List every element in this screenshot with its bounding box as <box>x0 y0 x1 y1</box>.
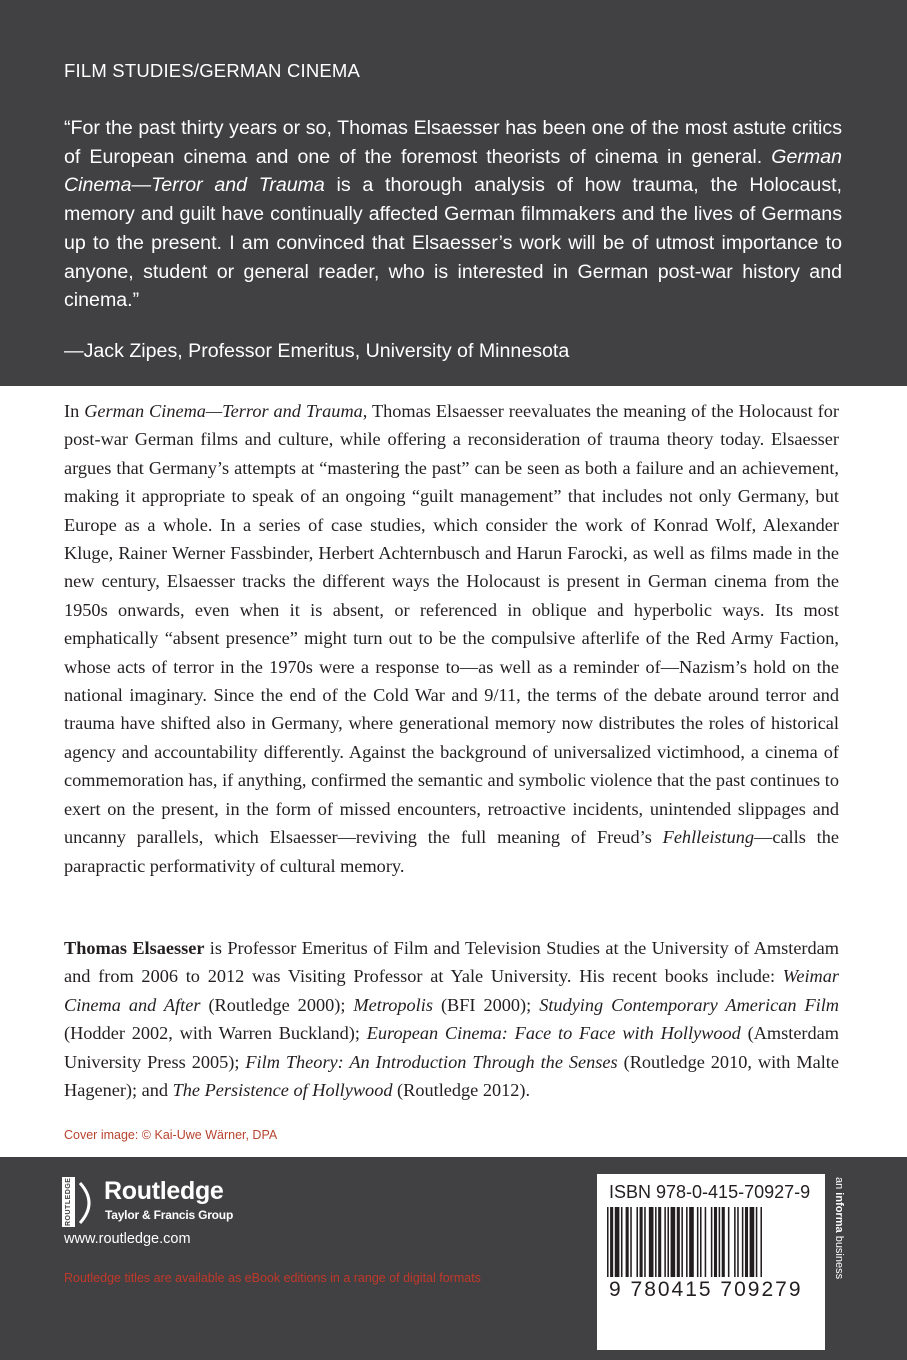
subject-category: FILM STUDIES/GERMAN CINEMA <box>64 60 361 81</box>
author-bio <box>64 934 839 1104</box>
publisher-website[interactable]: www.routledge.com <box>64 1231 191 1247</box>
barcode-icon <box>607 1207 815 1279</box>
bio-book-title: The Persistence of Hollywood <box>172 1080 393 1101</box>
barcode-digits: 9 780415 709279 <box>609 1278 803 1301</box>
publisher-name: Routledge <box>104 1177 224 1205</box>
author-name: Thomas Elsaesser <box>64 938 205 958</box>
endorsement-attribution: —Jack Zipes, Professor Emeritus, University of Minnesota <box>64 340 570 362</box>
bio-text: (Routledge 2010, with Malte Hagener); and <box>64 1051 839 1101</box>
book-description <box>64 397 839 880</box>
logo-arc-icon <box>78 1181 100 1225</box>
bio-book-title: European Cinema: Face to Face with Hollywood <box>366 1023 741 1044</box>
publisher-group: Taylor & Francis Group <box>105 1208 234 1222</box>
bio-text: (Routledge 2012). <box>392 1080 531 1101</box>
blurb-part-2: , Thomas Elsaesser reevaluates the meaning of the Holocaust for post-war German films and culture, while offering a reconsideration of trauma theory today. Elsaesser argues that Germany’s attempts at “mastering the past” can be seen as both a failure and an achievement, making it appropriate to speak of an ongoing “guilt management” that includes not only Germany, but Europe as a whole. In a series of case studies, which consider the work of Konrad Wolf, Alexander Kluge, Rainer Werner Fassbinder, Herbert Achternbusch and Harun Farocki, as well as films made in the new century, Elsaesser tracks the different ways the Holocaust is present in German cinema from the 1950s onwards, even when it is absent, or referenced in oblique and hyperbolic ways. Its most emphatically “absent presence” might turn out to be the compulsive afterlife of the Red Army Faction, whose acts of terror in the 1970s were a response to—as well as a reminder of—Nazism’s hold on the national imaginary. Since the end of the Cold War and 9/11, the terms of the debate around terror and trauma have shifted also in Germany, where generational memory now distributes the roles of historical agency and accountability differently. Against the background of universalized victimhood, a cinema of commemoration has, if anything, confirmed the semantic and symbolic violence that the past continues to exert on the present, in the form of missed encounters, retroactive incidents, unintended slippages and uncanny parallels, which Elsaesser—reviving the full meaning of Freud’s <box>64 401 839 848</box>
informa-prefix: an <box>833 1177 845 1193</box>
quote-lead: “For the past thirty years or so, Thomas Elsaesser has been one of the most astute critics of European cinema and one of the foremost theorists of cinema in general. <box>64 117 842 168</box>
logo-mark: ROUTLEDGE <box>62 1177 75 1227</box>
blurb-part-1: In <box>64 401 85 421</box>
bio-text: (Hodder 2002, with Warren Buckland); <box>64 1023 367 1044</box>
bio-book-title: Studying Contemporary American Film <box>539 994 840 1015</box>
informa-suffix: business <box>833 1232 845 1280</box>
bio-book-title: Metropolis <box>353 994 433 1015</box>
informa-business-note <box>833 1177 845 1327</box>
bio-book-title: Film Theory: An Introduction Through the Senses <box>245 1051 618 1072</box>
bio-text: (Amsterdam University Press 2005); <box>64 1023 839 1072</box>
ebook-availability-note: Routledge titles are available as eBook editions in a range of digital formats <box>64 1271 481 1285</box>
bio-book-title: Weimar Cinema and After <box>64 966 839 1015</box>
praise-panel <box>0 0 907 386</box>
bio-text: is Professor Emeritus of Film and Television Studies at the University of Amsterdam and from 2006 to 2012 was Visiting Professor at Yale University. His recent books include: <box>64 938 839 987</box>
endorsement-quote <box>64 114 842 315</box>
informa-brand: informa <box>833 1192 845 1233</box>
publisher-panel <box>0 1157 907 1360</box>
routledge-logo <box>62 1175 262 1231</box>
blurb-book-title: German Cinema—Terror and Trauma <box>84 401 363 421</box>
blurb-term: Fehlleistung <box>662 827 755 848</box>
bio-text: (BFI 2000); <box>432 994 540 1015</box>
quote-rest: is a thorough analysis of how trauma, the Holocaust, memory and guilt have continually affected German filmmakers and the lives of Germans up to the present. I am convinced that Elsaesser’s work will be of utmost importance to anyone, student or general reader, who is interested in German post-war history and cinema.” <box>64 174 842 312</box>
cover-image-credit: Cover image: © Kai-Uwe Wärner, DPA <box>64 1128 278 1142</box>
blurb-part-3: —calls the parapractic performativity of cultural memory. <box>64 827 840 876</box>
isbn-barcode <box>597 1174 825 1350</box>
quote-book-title: German Cinema—Terror and Trauma <box>64 145 842 197</box>
isbn-label: ISBN 978-0-415-70927-9 <box>609 1182 811 1202</box>
bio-text: (Routledge 2000); <box>200 994 354 1015</box>
